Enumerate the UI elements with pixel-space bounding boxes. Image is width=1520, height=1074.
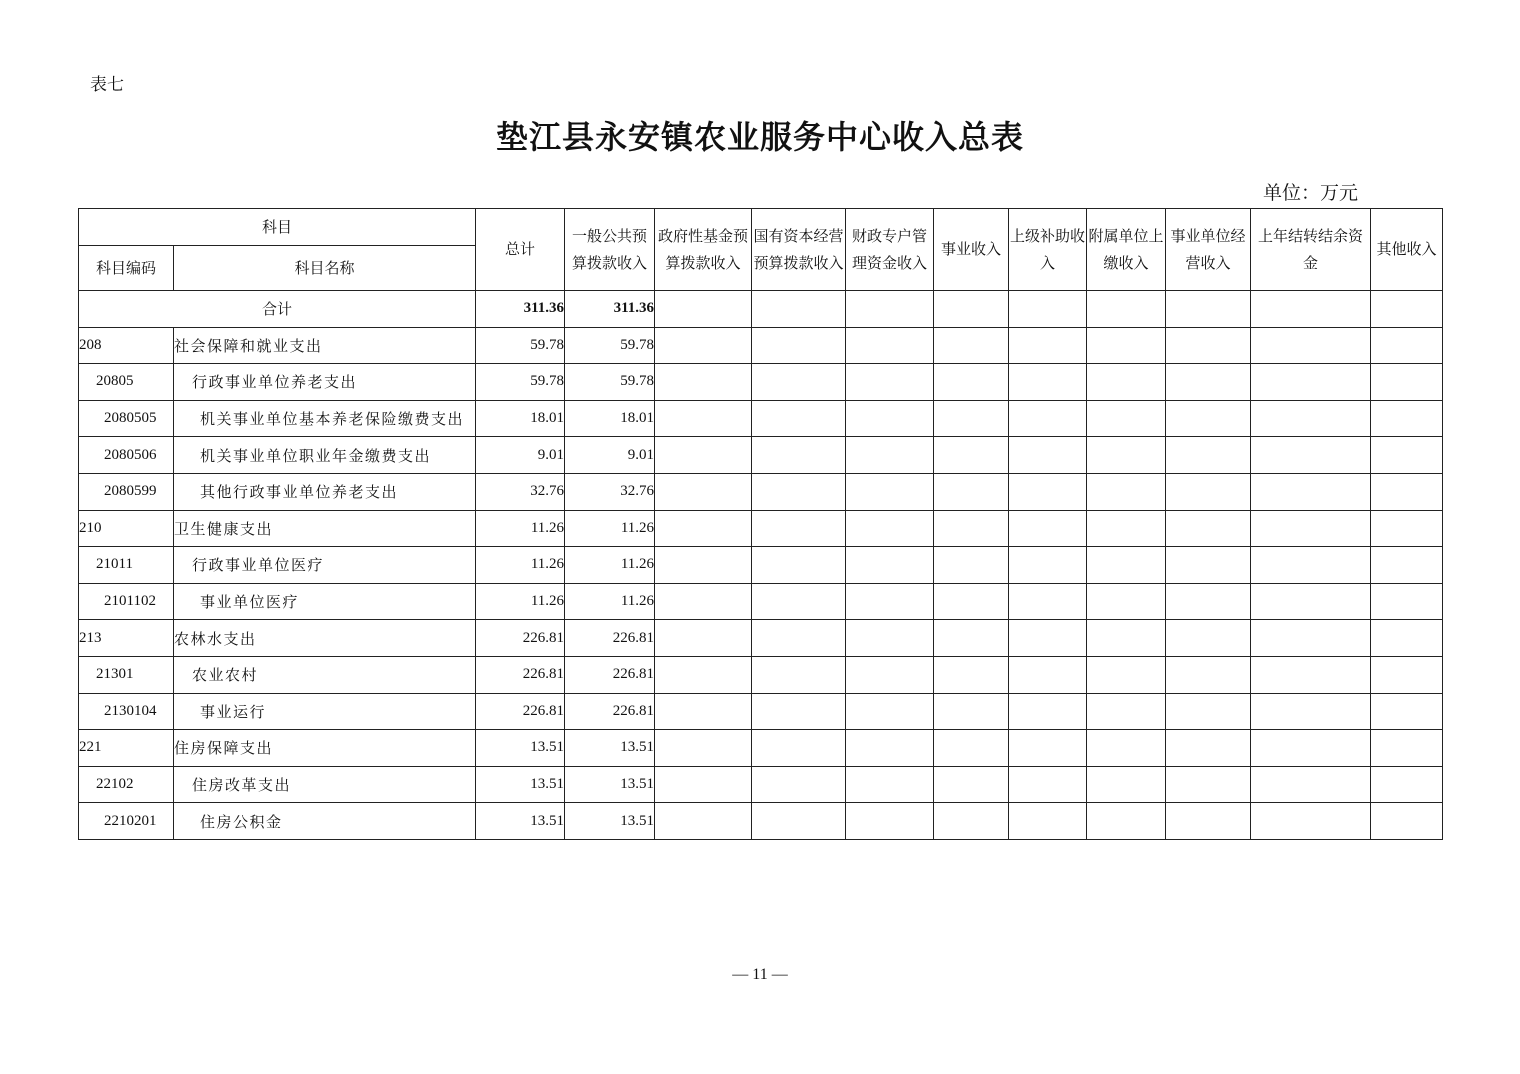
empty-cell bbox=[1087, 730, 1166, 767]
table-row bbox=[79, 473, 1443, 510]
empty-cell bbox=[846, 583, 934, 620]
total-cell: 13.51 bbox=[476, 730, 565, 767]
total-label: 合计 bbox=[79, 291, 476, 328]
empty-cell bbox=[934, 547, 1009, 584]
total-cell: 226.81 bbox=[476, 620, 565, 657]
subject-code-cell: 2080599 bbox=[79, 473, 174, 510]
table-row bbox=[79, 766, 1443, 803]
empty-cell bbox=[1166, 400, 1251, 437]
empty-cell bbox=[1371, 291, 1443, 328]
empty-cell bbox=[655, 437, 752, 474]
subject-code-cell: 21301 bbox=[79, 656, 174, 693]
total-cell: 59.78 bbox=[476, 327, 565, 364]
subject-name-cell: 住房公积金 bbox=[174, 803, 476, 840]
total-cell: 11.26 bbox=[476, 547, 565, 584]
general-budget-cell: 11.26 bbox=[565, 583, 655, 620]
subject-name-cell: 行政事业单位养老支出 bbox=[174, 364, 476, 401]
subject-name-cell: 住房改革支出 bbox=[174, 766, 476, 803]
subject-name-cell: 事业单位医疗 bbox=[174, 583, 476, 620]
empty-cell bbox=[655, 766, 752, 803]
empty-cell bbox=[1371, 656, 1443, 693]
subject-name-cell: 农林水支出 bbox=[174, 620, 476, 657]
empty-cell bbox=[846, 656, 934, 693]
empty-cell bbox=[655, 620, 752, 657]
empty-cell bbox=[1371, 693, 1443, 730]
empty-cell bbox=[1166, 364, 1251, 401]
total-sum-cell: 311.36 bbox=[476, 291, 565, 328]
empty-cell bbox=[1009, 364, 1087, 401]
empty-cell bbox=[934, 693, 1009, 730]
empty-cell bbox=[1009, 583, 1087, 620]
empty-cell bbox=[655, 473, 752, 510]
empty-cell bbox=[1371, 400, 1443, 437]
subject-code-header: 科目编码 bbox=[79, 246, 174, 291]
empty-cell bbox=[1371, 766, 1443, 803]
empty-cell bbox=[1371, 730, 1443, 767]
empty-cell bbox=[1087, 803, 1166, 840]
page-title: 垫江县永安镇农业服务中心收入总表 bbox=[495, 118, 1024, 156]
total-cell: 226.81 bbox=[476, 656, 565, 693]
empty-cell bbox=[752, 547, 846, 584]
empty-cell bbox=[752, 803, 846, 840]
general-budget-cell: 59.78 bbox=[565, 327, 655, 364]
empty-cell bbox=[934, 327, 1009, 364]
empty-cell bbox=[1166, 473, 1251, 510]
empty-cell bbox=[1251, 400, 1371, 437]
total-cell: 226.81 bbox=[476, 693, 565, 730]
empty-cell bbox=[1009, 547, 1087, 584]
empty-cell bbox=[655, 730, 752, 767]
empty-cell bbox=[1251, 437, 1371, 474]
empty-cell bbox=[1087, 583, 1166, 620]
empty-cell bbox=[846, 327, 934, 364]
empty-cell bbox=[1166, 327, 1251, 364]
empty-cell bbox=[934, 803, 1009, 840]
subject-name-cell: 其他行政事业单位养老支出 bbox=[174, 473, 476, 510]
empty-cell bbox=[1087, 766, 1166, 803]
table-row bbox=[79, 583, 1443, 620]
empty-cell bbox=[1251, 510, 1371, 547]
subject-name-cell: 行政事业单位医疗 bbox=[174, 547, 476, 584]
empty-cell bbox=[1371, 510, 1443, 547]
total-cell: 11.26 bbox=[476, 583, 565, 620]
total-general-cell: 311.36 bbox=[565, 291, 655, 328]
empty-cell bbox=[1166, 291, 1251, 328]
table-row bbox=[79, 547, 1443, 584]
empty-cell bbox=[655, 400, 752, 437]
empty-cell bbox=[1009, 693, 1087, 730]
empty-cell bbox=[1009, 620, 1087, 657]
empty-cell bbox=[1371, 437, 1443, 474]
empty-cell bbox=[1087, 656, 1166, 693]
empty-cell bbox=[1251, 327, 1371, 364]
total-cell: 18.01 bbox=[476, 400, 565, 437]
empty-cell bbox=[1009, 437, 1087, 474]
empty-cell bbox=[655, 656, 752, 693]
empty-cell bbox=[1251, 291, 1371, 328]
empty-cell bbox=[1251, 766, 1371, 803]
empty-cell bbox=[1371, 803, 1443, 840]
subject-header: 科目 bbox=[79, 209, 476, 246]
total-cell: 59.78 bbox=[476, 364, 565, 401]
empty-cell bbox=[934, 400, 1009, 437]
empty-cell bbox=[846, 693, 934, 730]
empty-cell bbox=[934, 656, 1009, 693]
table-row bbox=[79, 803, 1443, 840]
empty-cell bbox=[1009, 510, 1087, 547]
subject-code-cell: 2130104 bbox=[79, 693, 174, 730]
general-budget-cell: 18.01 bbox=[565, 400, 655, 437]
subject-name-cell: 机关事业单位基本养老保险缴费支出 bbox=[174, 400, 476, 437]
table-row bbox=[79, 327, 1443, 364]
empty-cell bbox=[752, 656, 846, 693]
column-header-superior-subsidy: 上级补助收入 bbox=[1009, 209, 1087, 291]
empty-cell bbox=[1087, 547, 1166, 584]
general-budget-cell: 226.81 bbox=[565, 656, 655, 693]
empty-cell bbox=[1009, 730, 1087, 767]
table-row bbox=[79, 437, 1443, 474]
empty-cell bbox=[934, 510, 1009, 547]
subject-code-cell: 2080505 bbox=[79, 400, 174, 437]
empty-cell bbox=[1371, 473, 1443, 510]
general-budget-cell: 59.78 bbox=[565, 364, 655, 401]
empty-cell bbox=[934, 766, 1009, 803]
empty-cell bbox=[934, 364, 1009, 401]
general-budget-cell: 11.26 bbox=[565, 547, 655, 584]
subject-code-cell: 2210201 bbox=[79, 803, 174, 840]
empty-cell bbox=[1166, 656, 1251, 693]
empty-cell bbox=[752, 291, 846, 328]
empty-cell bbox=[1166, 510, 1251, 547]
empty-cell bbox=[846, 291, 934, 328]
empty-cell bbox=[655, 364, 752, 401]
empty-cell bbox=[1009, 766, 1087, 803]
subject-code-cell: 20805 bbox=[79, 364, 174, 401]
column-header-state-capital: 国有资本经营预算拨款收入 bbox=[752, 209, 846, 291]
table-row bbox=[79, 730, 1443, 767]
empty-cell bbox=[655, 547, 752, 584]
column-header-general-budget: 一般公共预算拨款收入 bbox=[565, 209, 655, 291]
empty-cell bbox=[752, 327, 846, 364]
general-budget-cell: 11.26 bbox=[565, 510, 655, 547]
empty-cell bbox=[934, 437, 1009, 474]
subject-name-cell: 农业农村 bbox=[174, 656, 476, 693]
empty-cell bbox=[1087, 327, 1166, 364]
subject-name-cell: 机关事业单位职业年金缴费支出 bbox=[174, 437, 476, 474]
empty-cell bbox=[1166, 766, 1251, 803]
empty-cell bbox=[1251, 693, 1371, 730]
empty-cell bbox=[752, 510, 846, 547]
empty-cell bbox=[846, 766, 934, 803]
column-header-business-income: 事业收入 bbox=[934, 209, 1009, 291]
empty-cell bbox=[1251, 583, 1371, 620]
general-budget-cell: 13.51 bbox=[565, 766, 655, 803]
subject-code-cell: 221 bbox=[79, 730, 174, 767]
subject-code-cell: 2080506 bbox=[79, 437, 174, 474]
column-header-affiliate-remit: 附属单位上缴收入 bbox=[1087, 209, 1166, 291]
empty-cell bbox=[1371, 327, 1443, 364]
general-budget-cell: 32.76 bbox=[565, 473, 655, 510]
empty-cell bbox=[1087, 437, 1166, 474]
empty-cell bbox=[846, 547, 934, 584]
empty-cell bbox=[655, 510, 752, 547]
empty-cell bbox=[1371, 583, 1443, 620]
empty-cell bbox=[1087, 291, 1166, 328]
empty-cell bbox=[752, 400, 846, 437]
empty-cell bbox=[655, 327, 752, 364]
subject-name-cell: 卫生健康支出 bbox=[174, 510, 476, 547]
empty-cell bbox=[752, 583, 846, 620]
empty-cell bbox=[1009, 400, 1087, 437]
total-cell: 32.76 bbox=[476, 473, 565, 510]
empty-cell bbox=[1166, 803, 1251, 840]
subject-code-cell: 210 bbox=[79, 510, 174, 547]
column-header-carryover: 上年结转结余资金 bbox=[1251, 209, 1371, 291]
empty-cell bbox=[1251, 547, 1371, 584]
page-number: — 11 — bbox=[732, 966, 788, 983]
empty-cell bbox=[846, 730, 934, 767]
table-row bbox=[79, 656, 1443, 693]
empty-cell bbox=[1166, 620, 1251, 657]
empty-cell bbox=[934, 473, 1009, 510]
general-budget-cell: 226.81 bbox=[565, 620, 655, 657]
column-header-other-income: 其他收入 bbox=[1371, 209, 1443, 291]
column-header-special-account: 财政专户管理资金收入 bbox=[846, 209, 934, 291]
empty-cell bbox=[752, 693, 846, 730]
table-row bbox=[79, 510, 1443, 547]
empty-cell bbox=[752, 766, 846, 803]
empty-cell bbox=[846, 437, 934, 474]
empty-cell bbox=[1087, 364, 1166, 401]
empty-cell bbox=[846, 803, 934, 840]
subject-name-cell: 事业运行 bbox=[174, 693, 476, 730]
total-cell: 13.51 bbox=[476, 803, 565, 840]
subject-code-cell: 213 bbox=[79, 620, 174, 657]
empty-cell bbox=[934, 583, 1009, 620]
total-cell: 9.01 bbox=[476, 437, 565, 474]
empty-cell bbox=[1087, 473, 1166, 510]
empty-cell bbox=[1251, 620, 1371, 657]
empty-cell bbox=[1371, 364, 1443, 401]
empty-cell bbox=[752, 730, 846, 767]
empty-cell bbox=[1166, 547, 1251, 584]
unit-label: 单位：万元 bbox=[1262, 182, 1358, 204]
general-budget-cell: 13.51 bbox=[565, 803, 655, 840]
empty-cell bbox=[1166, 693, 1251, 730]
subject-code-cell: 22102 bbox=[79, 766, 174, 803]
empty-cell bbox=[1251, 803, 1371, 840]
empty-cell bbox=[752, 364, 846, 401]
empty-cell bbox=[846, 473, 934, 510]
empty-cell bbox=[1009, 327, 1087, 364]
empty-cell bbox=[1166, 437, 1251, 474]
empty-cell bbox=[934, 291, 1009, 328]
total-cell: 11.26 bbox=[476, 510, 565, 547]
general-budget-cell: 13.51 bbox=[565, 730, 655, 767]
table-row bbox=[79, 693, 1443, 730]
empty-cell bbox=[1009, 656, 1087, 693]
empty-cell bbox=[1009, 291, 1087, 328]
empty-cell bbox=[1251, 473, 1371, 510]
subject-code-cell: 2101102 bbox=[79, 583, 174, 620]
empty-cell bbox=[846, 364, 934, 401]
empty-cell bbox=[1087, 620, 1166, 657]
empty-cell bbox=[655, 803, 752, 840]
empty-cell bbox=[846, 400, 934, 437]
empty-cell bbox=[752, 620, 846, 657]
empty-cell bbox=[1087, 400, 1166, 437]
empty-cell bbox=[655, 583, 752, 620]
empty-cell bbox=[846, 510, 934, 547]
subject-name-cell: 社会保障和就业支出 bbox=[174, 327, 476, 364]
table-number-label: 表七 bbox=[90, 75, 124, 95]
column-header-total: 总计 bbox=[476, 209, 565, 291]
column-header-gov-fund: 政府性基金预算拨款收入 bbox=[655, 209, 752, 291]
empty-cell bbox=[1371, 547, 1443, 584]
empty-cell bbox=[1251, 656, 1371, 693]
empty-cell bbox=[752, 437, 846, 474]
empty-cell bbox=[1251, 730, 1371, 767]
empty-cell bbox=[655, 693, 752, 730]
subject-name-header: 科目名称 bbox=[174, 246, 476, 291]
total-cell: 13.51 bbox=[476, 766, 565, 803]
empty-cell bbox=[846, 620, 934, 657]
empty-cell bbox=[1087, 510, 1166, 547]
empty-cell bbox=[1166, 730, 1251, 767]
empty-cell bbox=[1166, 583, 1251, 620]
column-header-operating-income: 事业单位经营收入 bbox=[1166, 209, 1251, 291]
empty-cell bbox=[1087, 693, 1166, 730]
empty-cell bbox=[1009, 803, 1087, 840]
empty-cell bbox=[1251, 364, 1371, 401]
subject-code-cell: 208 bbox=[79, 327, 174, 364]
subject-name-cell: 住房保障支出 bbox=[174, 730, 476, 767]
income-summary-table bbox=[78, 208, 1443, 840]
total-row bbox=[79, 291, 1443, 328]
table-row bbox=[79, 364, 1443, 401]
empty-cell bbox=[934, 620, 1009, 657]
empty-cell bbox=[934, 730, 1009, 767]
subject-code-cell: 21011 bbox=[79, 547, 174, 584]
table-row bbox=[79, 400, 1443, 437]
empty-cell bbox=[655, 291, 752, 328]
empty-cell bbox=[752, 473, 846, 510]
empty-cell bbox=[1371, 620, 1443, 657]
general-budget-cell: 226.81 bbox=[565, 693, 655, 730]
empty-cell bbox=[1009, 473, 1087, 510]
table-row bbox=[79, 620, 1443, 657]
general-budget-cell: 9.01 bbox=[565, 437, 655, 474]
